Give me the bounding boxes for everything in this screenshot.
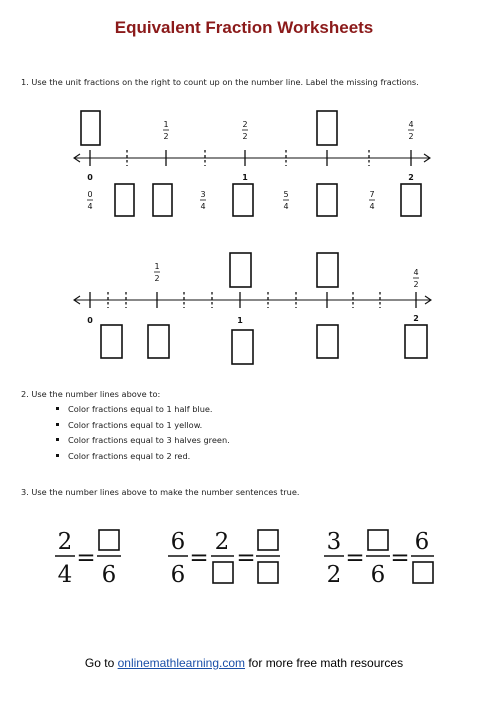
svg-text:6: 6 [170,529,186,555]
svg-text:2: 2 [242,120,248,129]
answer-box[interactable] [258,530,278,550]
svg-text:=: = [236,545,256,571]
answer-box[interactable] [317,325,338,358]
number-label: 2 [408,173,414,182]
answer-box[interactable] [213,562,233,583]
svg-text:6: 6 [101,562,117,588]
svg-text:4: 4 [57,562,73,588]
equation-1 [55,529,121,588]
footer-suffix: for more free math resources [245,656,404,670]
answer-box[interactable] [317,184,337,216]
svg-text:=: = [189,545,209,571]
svg-text:2: 2 [242,132,248,141]
color-instructions-list [56,404,230,466]
question-1-instruction: 1. Use the unit fractions on the right to count up on the number line. Label the missing fractions. [21,77,419,87]
answer-box[interactable] [115,184,134,216]
answer-box[interactable] [413,562,433,583]
svg-text:6: 6 [170,562,186,588]
svg-text:6: 6 [414,529,430,555]
svg-text:1: 1 [163,120,169,129]
site-link[interactable]: onlinemathlearning.com [117,656,246,670]
svg-text:2: 2 [214,529,230,555]
answer-box[interactable] [401,184,421,216]
answer-box[interactable] [232,330,253,364]
svg-text:4: 4 [200,202,206,211]
fraction-label [87,190,93,211]
answer-box[interactable] [101,325,122,358]
fraction-label [413,268,419,289]
number-label: 2 [413,314,419,323]
svg-text:2: 2 [57,529,73,555]
svg-text:2: 2 [413,280,419,289]
answer-box[interactable] [317,253,338,287]
answer-box[interactable] [99,530,119,550]
fraction-label [408,120,414,141]
footer [0,656,488,670]
answer-box[interactable] [230,253,251,287]
svg-text:4: 4 [369,202,375,211]
svg-text:=: = [390,545,410,571]
footer-prefix: Go to [84,656,118,670]
fraction-label [369,190,375,211]
svg-text:4: 4 [408,120,414,129]
page-title: Equivalent Fraction Worksheets [114,18,374,37]
answer-box[interactable] [81,111,100,145]
number-label: 1 [237,316,243,325]
svg-text:2: 2 [163,132,169,141]
svg-text:2: 2 [326,562,342,588]
number-line-2 [74,292,431,308]
svg-text:6: 6 [370,562,386,588]
fraction-label [163,120,169,141]
svg-text:2: 2 [408,132,414,141]
answer-box[interactable] [368,530,388,550]
svg-text:3: 3 [200,190,206,199]
svg-text:1: 1 [154,262,160,271]
svg-text:4: 4 [413,268,419,277]
fraction-label [283,190,289,211]
list-item: Color fractions equal to 2 red. [56,451,230,467]
fraction-label [200,190,206,211]
svg-text:=: = [76,545,96,571]
equation-3 [324,529,434,588]
answer-box[interactable] [317,111,337,145]
answer-box[interactable] [148,325,169,358]
number-label: 0 [87,316,93,325]
fraction-label [242,120,248,141]
svg-text:3: 3 [326,529,342,555]
svg-text:2: 2 [154,274,160,283]
list-item: Color fractions equal to 1 half blue. [56,404,230,420]
svg-text:5: 5 [283,190,289,199]
answer-box[interactable] [258,562,278,583]
question-3-instruction: 3. Use the number lines above to make the number sentences true. [21,487,300,497]
svg-text:0: 0 [87,190,93,199]
svg-text:4: 4 [87,202,93,211]
answer-box[interactable] [405,325,427,358]
answer-box[interactable] [233,184,253,216]
list-item: Color fractions equal to 1 yellow. [56,420,230,436]
list-item: Color fractions equal to 3 halves green. [56,435,230,451]
svg-text:4: 4 [283,202,289,211]
equation-2 [168,529,280,588]
number-label: 1 [242,173,248,182]
fraction-label [154,262,160,283]
number-label: 0 [87,173,93,182]
svg-text:=: = [345,545,365,571]
svg-text:7: 7 [369,190,375,199]
answer-box[interactable] [153,184,172,216]
number-line-1 [74,150,430,166]
question-2-instruction: 2. Use the number lines above to: [21,389,161,399]
